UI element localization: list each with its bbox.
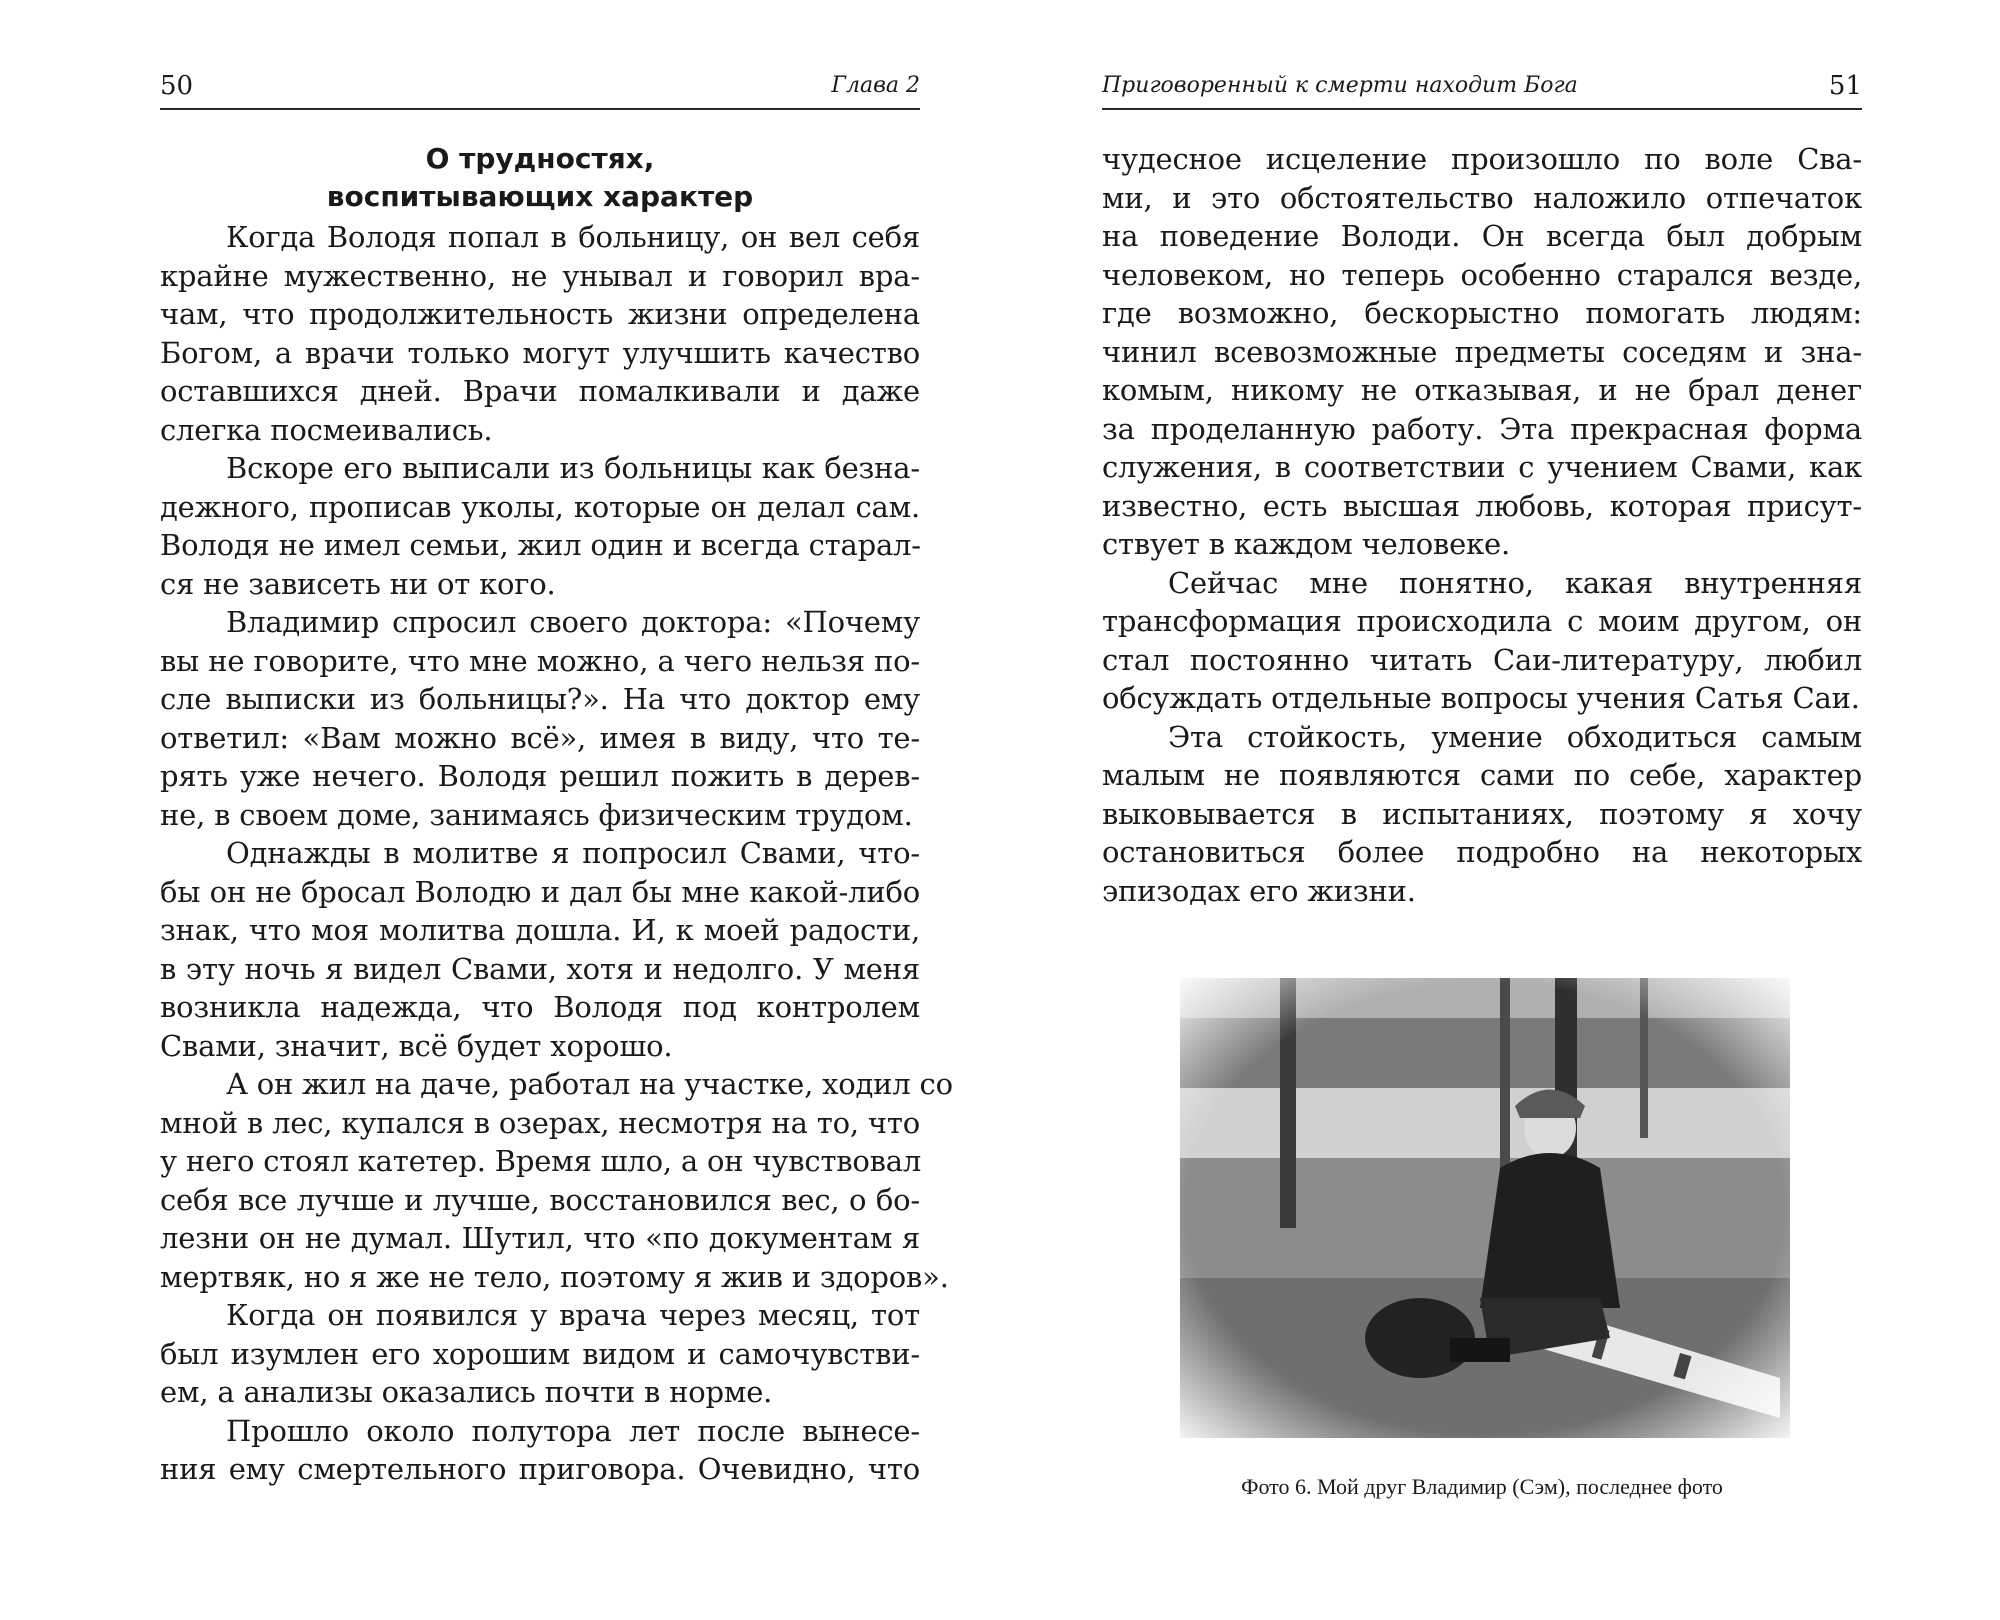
text-line: лезни он не думал. Шутил, что «по документам я <box>160 1221 920 1255</box>
text-line: выковывается в испытаниях, поэтому я хочу <box>1102 796 1862 831</box>
left-page <box>160 0 953 1620</box>
text-line: возникла надежда, что Володя под контролем <box>160 990 920 1024</box>
text-line: обсуждать отдельные вопросы учения Сатья Саи. <box>1102 681 1860 715</box>
text-line: мной в лес, купался в озерах, несмотря на то, что <box>160 1105 920 1140</box>
left-running-head <box>160 68 920 110</box>
photo-man-sitting-on-birch-log <box>1180 978 1790 1438</box>
text-line: Однажды в молитве я попросил Свами, что- <box>226 836 920 870</box>
photo-caption: Фото 6. Мой друг Владимир (Сэм), последнее фото <box>1241 1474 1723 1499</box>
text-line: Владимир спросил своего доктора: «Почему <box>226 605 920 639</box>
section-title-line: О трудностях, <box>425 142 655 175</box>
text-line: Богом, а врачи только могут улучшить качество <box>160 335 920 370</box>
right-page <box>1102 0 1862 1620</box>
text-line: рять уже нечего. Володя решил пожить в дерев- <box>160 759 920 793</box>
text-line: в эту ночь я видел Свами, хотя и недолго. У меня <box>160 951 920 986</box>
text-line: служения, в соответствии с учением Свами, как <box>1102 450 1862 484</box>
text-line: сле выписки из больницы?». На что доктор ему <box>160 682 920 716</box>
text-line: ся не зависеть ни от кого. <box>160 566 556 601</box>
text-line: вы не говорите, что мне можно, а чего нельзя по- <box>160 643 920 678</box>
chapter-running-head: Глава 2 <box>831 73 920 98</box>
text-line: эпизодах его жизни. <box>1102 873 1416 908</box>
text-line: известно, есть высшая любовь, которая присут- <box>1102 488 1862 523</box>
text-line: комым, никому не отказывая, и не брал денег <box>1102 373 1862 407</box>
text-line: ем, а анализы оказались почти в норме. <box>160 1375 773 1409</box>
text-line: трансформация происходила с моим другом, он <box>1102 604 1862 638</box>
text-line: Эта стойкость, умение обходиться самым <box>1168 719 1862 754</box>
text-line: где возможно, бескорыстно помогать людям: <box>1102 296 1862 330</box>
text-line: чам, что продолжительность жизни определена <box>160 297 920 331</box>
text-line: себя все лучше и лучше, восстановился вес, о бо- <box>160 1182 920 1217</box>
text-line: чудесное исцеление произошло по воле Сва- <box>1102 142 1862 176</box>
text-line: стал постоянно читать Саи-литературу, любил <box>1102 642 1862 677</box>
left-page-number: 50 <box>160 71 194 101</box>
text-line: слегка посмеивались. <box>160 412 493 447</box>
text-line: Когда он появился у врача через месяц, тот <box>226 1298 920 1332</box>
text-line: человеком, но теперь особенно старался везде, <box>1102 257 1862 292</box>
text-line: чинил всевозможные предметы соседям и зна- <box>1102 334 1862 369</box>
text-line: Володя не имел семьи, жил один и всегда старал- <box>160 528 921 562</box>
text-line: ствует в каждом человеке. <box>1102 527 1511 561</box>
text-line: Когда Володя попал в больницу, он вел себя <box>226 220 920 254</box>
text-line: Сейчас мне понятно, какая внутренняя <box>1168 565 1862 600</box>
text-line: ответил: «Вам можно всё», имея в виду, что те- <box>160 720 920 755</box>
text-line: был изумлен его хорошим видом и самочувстви- <box>160 1336 920 1371</box>
right-running-head <box>1102 68 1862 110</box>
text-line: бы он не бросал Володю и дал бы мне какой-либо <box>160 874 920 909</box>
text-line: остановиться более подробно на некоторых <box>1102 835 1862 869</box>
photo-illustration <box>1180 978 1790 1438</box>
left-body-text <box>160 218 953 1489</box>
book-running-head: Приговоренный к смерти находит Бога <box>1102 73 1578 98</box>
text-line: Вскоре его выписали из больницы как безна- <box>226 451 920 485</box>
text-line: дежного, прописав уколы, которые он делал сам. <box>160 489 920 524</box>
text-line: ния ему смертельного приговора. Очевидно, что <box>160 1452 920 1486</box>
text-line: не, в своем доме, занимаясь физическим трудом. <box>160 797 913 832</box>
right-body-text <box>1102 140 1862 910</box>
section-title <box>160 140 920 216</box>
text-line: оставшихся дней. Врачи помалкивали и даже <box>160 374 920 408</box>
text-line: ми, и это обстоятельство наложило отпечаток <box>1102 180 1862 215</box>
text-line: А он жил на даче, работал на участке, ходил со <box>226 1067 953 1101</box>
text-line: Свами, значит, всё будет хорошо. <box>160 1028 673 1063</box>
text-line: Прошло около полутора лет после вынесе- <box>226 1413 920 1448</box>
text-line: крайне мужественно, не унывал и говорил вра- <box>160 258 920 293</box>
text-line: знак, что моя молитва дошла. И, к моей радости, <box>160 913 920 947</box>
text-line: у него стоял катетер. Время шло, а он чувствовал <box>160 1144 922 1178</box>
text-line: за проделанную работу. Эта прекрасная форма <box>1102 411 1862 446</box>
text-line: малым не появляются сами по себе, характер <box>1102 758 1862 792</box>
text-line: мертвяк, но я же не тело, поэтому я жив и здоров». <box>160 1259 949 1294</box>
text-line: на поведение Володи. Он всегда был добрым <box>1102 219 1862 253</box>
right-page-number: 51 <box>1828 71 1862 101</box>
section-title-line: воспитывающих характер <box>326 180 754 213</box>
